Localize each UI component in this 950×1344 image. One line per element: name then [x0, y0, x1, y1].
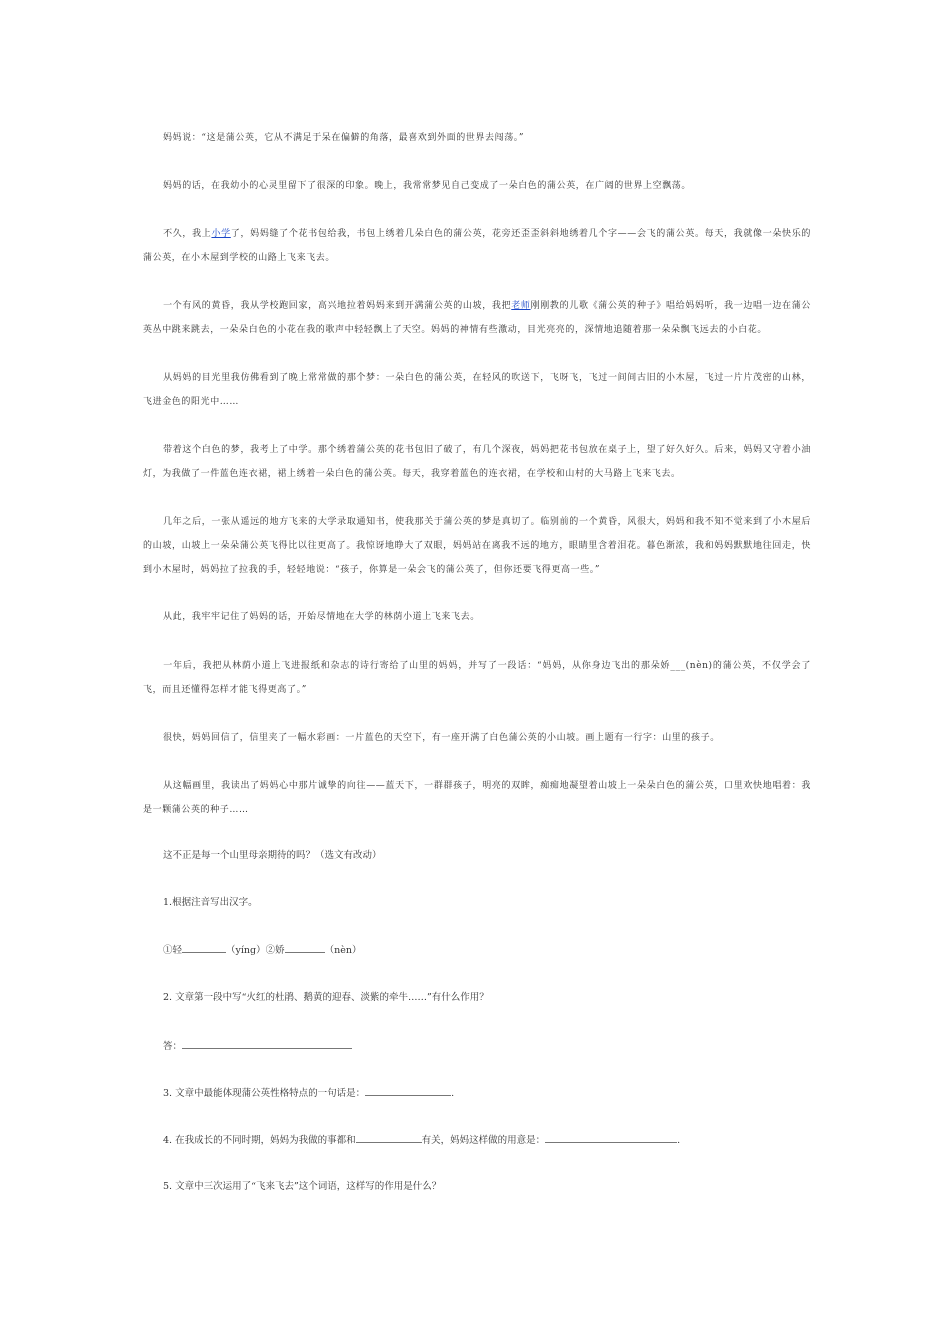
q4-text-a: 4. 在我成长的不同时期，妈妈为我做的事都和 — [163, 1135, 356, 1146]
paragraph-9-text: 一年后，我把从林荫小道上飞进报纸和杂志的诗行寄给了山里的妈妈，并写了一段话：“妈妈，从你身边飞出的那朵娇___(nèn)的蒲公英，不仅学会了飞，而且还懂得怎样才能飞得更高了。” — [143, 661, 811, 695]
paragraph-10 — [143, 726, 811, 750]
paragraph-4 — [143, 294, 811, 342]
q4-text-b: 有关，妈妈这样做的用意是： — [421, 1135, 546, 1146]
question-2-answer — [163, 1038, 803, 1055]
paragraph-9 — [143, 654, 811, 702]
question-5: 5. 文章中三次运用了“飞来飞去”这个词语，这样写的作用是什么？ — [163, 1181, 442, 1192]
link-primary-school[interactable]: 小学 — [211, 229, 231, 239]
paragraph-11 — [143, 774, 811, 822]
q1-answer-2-pinyin: （nèn） — [324, 945, 362, 956]
q2-answer-blank[interactable] — [182, 1038, 352, 1049]
q1-answer-2-label: ②娇 — [265, 945, 285, 956]
question-2: 2. 文章第一段中写“火红的杜鹃、鹅黄的迎春、淡紫的牵牛……”有什么作用？ — [163, 992, 489, 1003]
question-3 — [163, 1085, 803, 1102]
q3-end: . — [451, 1088, 455, 1099]
q2-answer-prefix: 答： — [163, 1041, 183, 1052]
question-1: 1.根据注音写出汉字。 — [163, 897, 258, 908]
q1-answer-1-blank[interactable] — [182, 942, 226, 953]
closing-line: 这不正是每一个山里母亲期待的吗？（选文有改动） — [163, 850, 382, 861]
paragraph-7-text: 几年之后，一张从遥远的地方飞来的大学录取通知书，使我那关于蒲公英的梦是真切了。临别前的一个黄昏，风很大，妈妈和我不知不觉来到了小木屋后的山坡，山坡上一朵朵蒲公英飞得比以往更高了。我惊讶地睁大了双眼，妈妈站在离我不远的地方，眼睛里含着泪花。暮色渐浓，我和妈妈默默地往回走，快到小木屋时，妈妈拉了拉我的手，轻轻地说：“孩子，你算是一朵会飞的蒲公英了，但你还要飞得更高一些。” — [143, 517, 811, 575]
q1-answer-1-label: ①轻 — [163, 945, 183, 956]
paragraph-8 — [143, 605, 811, 629]
question-1-answers — [163, 942, 803, 959]
q1-answer-2-blank[interactable] — [285, 942, 325, 953]
paragraph-5-text: 从妈妈的目光里我仿佛看到了晚上常常做的那个梦：一朵白色的蒲公英，在轻风的吹送下，飞呀飞，飞过一间间古旧的小木屋，飞过一片片茂密的山林，飞进金色的阳光中…… — [143, 373, 811, 407]
q3-answer-blank[interactable] — [365, 1085, 451, 1096]
paragraph-1 — [143, 126, 811, 150]
paragraph-3-text-b: 了，妈妈缝了个花书包给我，书包上绣着几朵白色的蒲公英，花旁还歪歪斜斜地绣着几个字——会飞的蒲公英。每天，我就像一朵快乐的蒲公英，在小木屋到学校的山路上飞来飞去。 — [143, 229, 811, 263]
q4-end: . — [677, 1135, 681, 1146]
paragraph-11-text: 从这幅画里，我读出了妈妈心中那片诚挚的向往——蓝天下，一群群孩子，明亮的双眸，痴痴地凝望着山坡上一朵朵白色的蒲公英，口里欢快地唱着：我是一颗蒲公英的种子…… — [143, 781, 811, 815]
paragraph-8-text: 从此，我牢牢记住了妈妈的话，开始尽情地在大学的林荫小道上飞来飞去。 — [163, 612, 480, 622]
paragraph-4-text-b: 刚刚教的儿歌《蒲公英的种子》唱给妈妈听，我一边唱一边在蒲公英丛中跳来跳去，一朵朵白色的小花在我的歌声中轻轻飘上了天空。妈妈的神情有些激动，目光亮亮的，深情地追随着那一朵朵飘飞远去的小白花。 — [143, 301, 811, 335]
paragraph-7 — [143, 510, 811, 582]
q1-answer-1-pinyin: （yíng） — [226, 945, 266, 956]
paragraph-6-text: 带着这个白色的梦，我考上了中学。那个绣着蒲公英的花书包旧了破了，有几个深夜，妈妈把花书包放在桌子上，望了好久好久。后来，妈妈又守着小油灯，为我做了一件蓝色连衣裙，裙上绣着一朵白色的蒲公英。每天，我穿着蓝色的连衣裙，在学校和山村的大马路上飞来飞去。 — [143, 445, 811, 479]
paragraph-4-text-a: 一个有风的黄昏，我从学校跑回家，高兴地拉着妈妈来到开满蒲公英的山坡，我把 — [163, 301, 512, 311]
paragraph-6 — [143, 438, 811, 486]
q4-answer-blank-2[interactable] — [545, 1132, 677, 1143]
link-teacher[interactable]: 老师 — [511, 301, 531, 311]
q4-answer-blank-1[interactable] — [356, 1132, 422, 1143]
paragraph-2-text: 妈妈的话，在我幼小的心灵里留下了很深的印象。晚上，我常常梦见自己变成了一朵白色的蒲公英，在广阔的世界上空飘荡。 — [163, 181, 692, 191]
q3-text: 3. 文章中最能体现蒲公英性格特点的一句话是： — [163, 1088, 366, 1099]
paragraph-10-text: 很快，妈妈回信了，信里夹了一幅水彩画：一片蓝色的天空下，有一座开满了白色蒲公英的小山坡。画上题有一行字：山里的孩子。 — [163, 733, 720, 743]
question-4 — [163, 1132, 803, 1149]
paragraph-3 — [143, 222, 811, 270]
paragraph-5 — [143, 366, 811, 414]
paragraph-1-text: 妈妈说：“这是蒲公英，它从不满足于呆在偏僻的角落，最喜欢到外面的世界去闯荡。” — [163, 133, 525, 143]
paragraph-3-text-a: 不久，我上 — [163, 229, 212, 239]
paragraph-2 — [143, 174, 811, 198]
